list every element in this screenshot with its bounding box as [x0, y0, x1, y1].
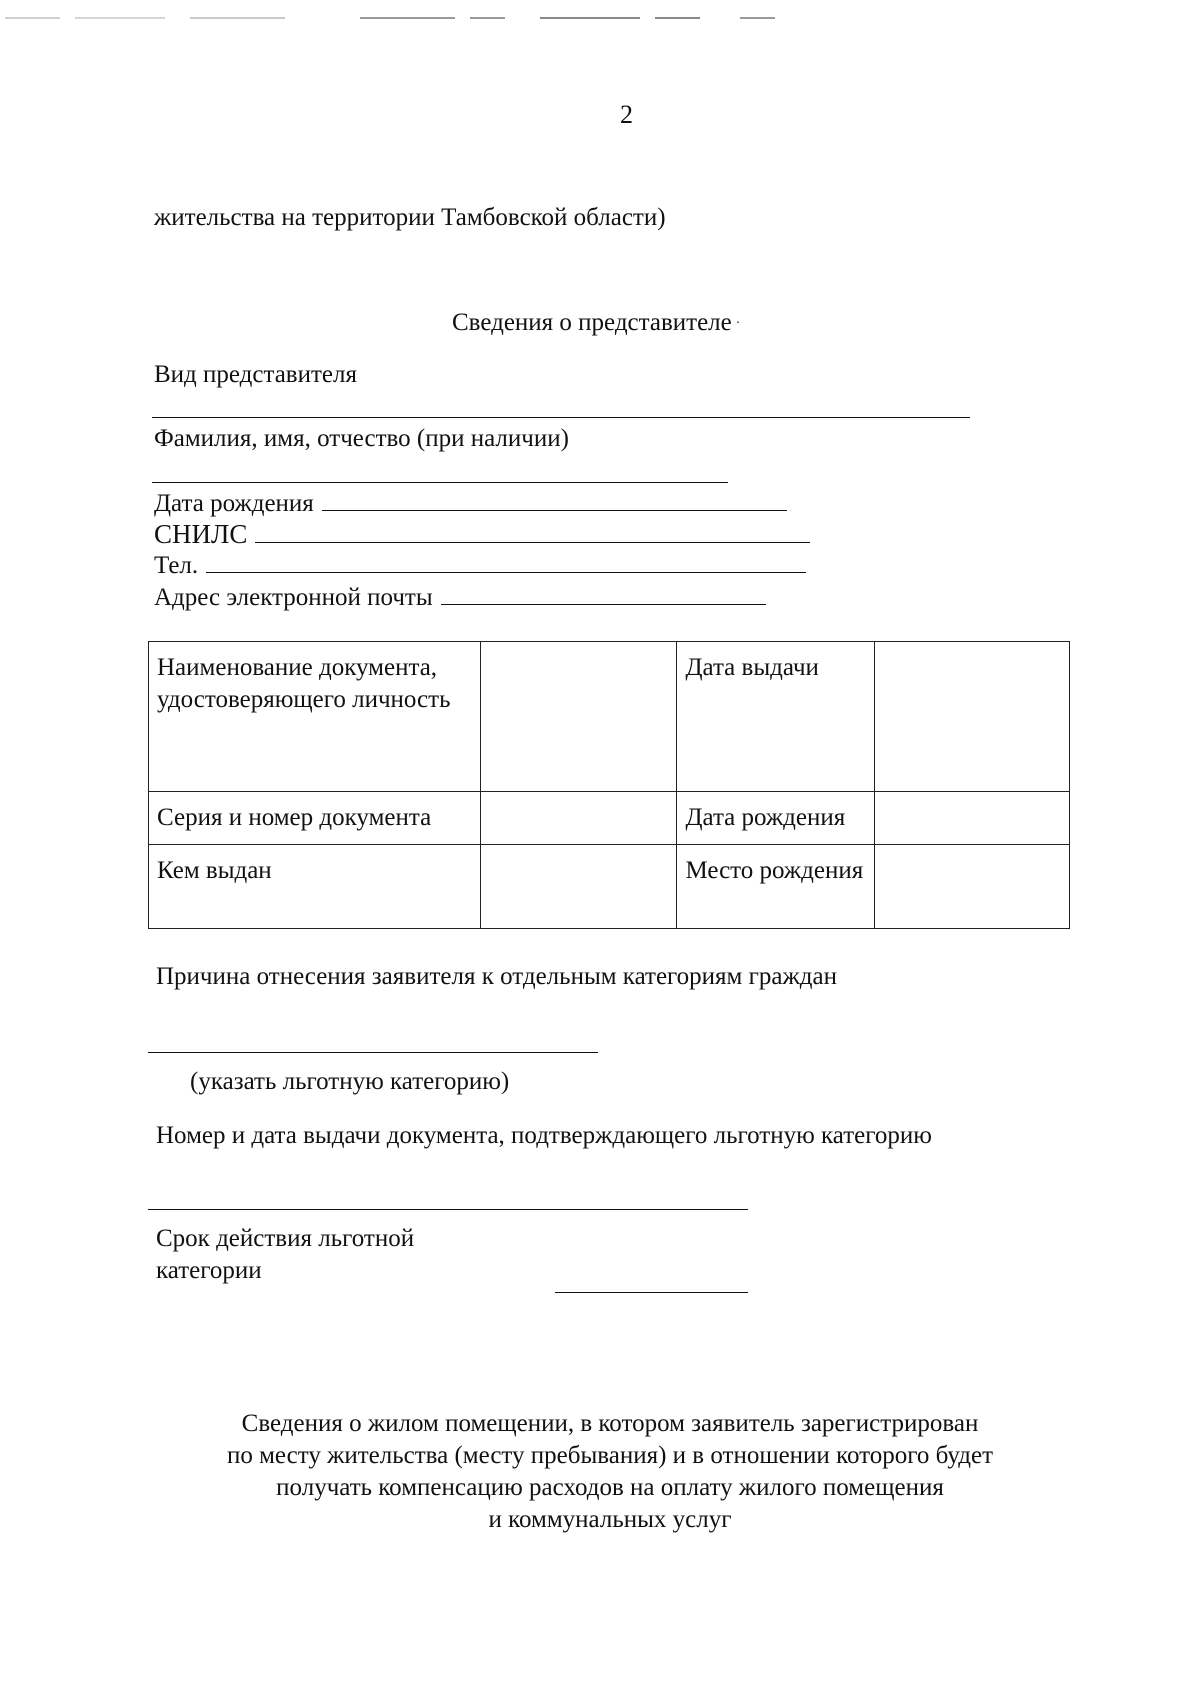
phone-label: Тел.	[154, 552, 199, 579]
email-row	[154, 583, 766, 613]
birth-date-label: Дата рождения	[154, 490, 314, 517]
representative-fio-field[interactable]	[152, 482, 728, 483]
table-row	[149, 642, 1070, 792]
benefit-reason-hint: (указать льготную категорию)	[190, 1068, 510, 1095]
table-row	[149, 845, 1070, 929]
birth-place-label: Место рождения	[677, 845, 875, 929]
phone-row	[154, 551, 806, 581]
issue-date-label: Дата выдачи	[677, 642, 875, 792]
table-birth-date-label: Дата рождения	[677, 792, 875, 845]
continuation-line: жительства на территории Тамбовской области)	[154, 204, 666, 231]
table-row	[149, 792, 1070, 845]
benefit-reason-label: Причина отнесения заявителя к отдельным категориям граждан	[156, 963, 837, 990]
representative-fio-label: Фамилия, имя, отчество (при наличии)	[154, 425, 569, 452]
housing-heading-line4: и коммунальных услуг	[488, 1506, 732, 1533]
benefit-validity-label-line2: категории	[156, 1257, 262, 1284]
housing-heading	[150, 1408, 1070, 1536]
representative-heading: Сведения о представителе ·	[452, 309, 741, 336]
id-document-table	[148, 641, 1070, 929]
benefit-doc-field[interactable]	[148, 1209, 748, 1210]
page-number: 2	[620, 100, 633, 129]
phone-field[interactable]	[206, 552, 806, 573]
birth-date-row	[154, 489, 787, 519]
email-label: Адрес электронной почты	[154, 584, 433, 611]
doc-series-number-label: Серия и номер документа	[149, 792, 481, 845]
benefit-reason-field[interactable]	[148, 1052, 598, 1053]
birth-date-field[interactable]	[322, 490, 787, 511]
doc-series-number-cell[interactable]	[480, 792, 677, 845]
benefit-doc-label: Номер и дата выдачи документа, подтверждающего льготную категорию	[156, 1122, 932, 1149]
benefit-validity-field[interactable]	[555, 1292, 748, 1293]
issue-date-cell[interactable]	[875, 642, 1070, 792]
table-birth-date-cell[interactable]	[875, 792, 1070, 845]
snils-row	[154, 518, 810, 550]
representative-type-field[interactable]	[152, 417, 970, 418]
scan-edge-artifact	[0, 17, 1200, 21]
email-field[interactable]	[441, 584, 766, 605]
issued-by-label: Кем выдан	[149, 845, 481, 929]
housing-heading-line1: Сведения о жилом помещении, в котором заявитель зарегистрирован	[241, 1410, 979, 1437]
snils-label: СНИЛС	[154, 519, 248, 549]
birth-place-cell[interactable]	[875, 845, 1070, 929]
issued-by-cell[interactable]	[480, 845, 677, 929]
housing-heading-line2: по месту жительства (месту пребывания) и в отношении которого будет	[226, 1442, 994, 1469]
benefit-validity-label-line1: Срок действия льготной	[156, 1225, 415, 1252]
snils-field[interactable]	[255, 522, 810, 543]
id-doc-name-label: Наименование документа, удостоверяющего личность	[149, 642, 481, 792]
representative-type-label: Вид представителя	[154, 361, 357, 388]
id-doc-name-cell[interactable]	[480, 642, 677, 792]
housing-heading-line3: получать компенсацию расходов на оплату жилого помещения	[276, 1474, 944, 1501]
